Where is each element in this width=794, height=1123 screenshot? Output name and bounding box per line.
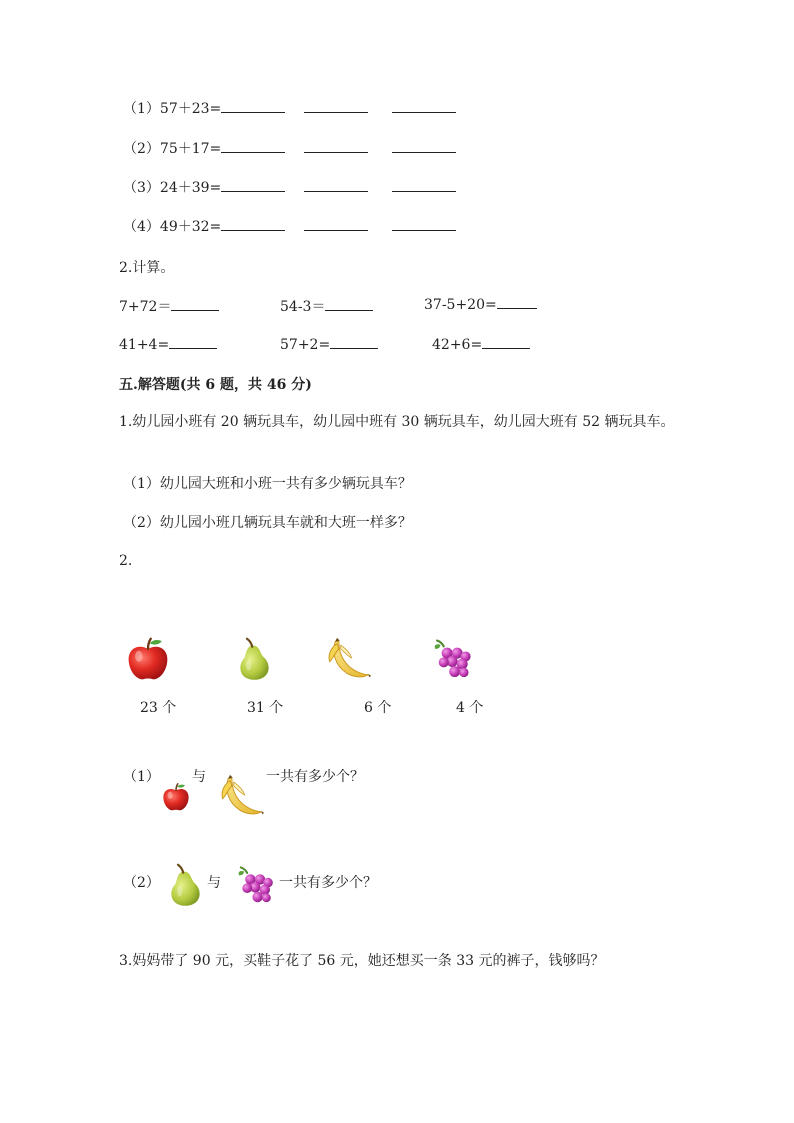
answer-blank[interactable] bbox=[330, 336, 378, 349]
calc-item: 57+2= bbox=[280, 336, 378, 353]
banana-icon bbox=[219, 773, 265, 819]
calc-label: （2）75＋17= bbox=[123, 141, 222, 157]
grapes-icon bbox=[236, 862, 276, 908]
answer-blank[interactable] bbox=[497, 296, 537, 309]
vertical-calc-row-4 bbox=[123, 216, 285, 236]
vertical-calc-row-2 bbox=[123, 138, 285, 158]
answer-blank[interactable] bbox=[482, 336, 530, 349]
answer-blank[interactable] bbox=[304, 100, 368, 113]
calc-label: （3）24＋39= bbox=[123, 180, 222, 196]
joiner-text: 与 bbox=[207, 875, 221, 891]
answer-blank[interactable] bbox=[221, 100, 285, 113]
sub-question-text: 一共有多少个？ bbox=[266, 769, 364, 785]
question-title: 2.计算。 bbox=[119, 260, 175, 276]
answer-blank[interactable] bbox=[392, 100, 456, 113]
calc-item: 37-5+20= bbox=[424, 296, 537, 313]
calc-item: 54-3＝ bbox=[280, 296, 373, 316]
apple-icon bbox=[125, 636, 171, 682]
answer-blank[interactable] bbox=[171, 298, 219, 311]
answer-blank[interactable] bbox=[392, 218, 456, 231]
sub-question-prefix: （2） bbox=[123, 875, 160, 891]
fruit-count-apple: 23 个 bbox=[140, 700, 177, 716]
vertical-calc-row-1 bbox=[123, 98, 285, 118]
answer-blank[interactable] bbox=[169, 336, 217, 349]
calc-label: （1）57＋23= bbox=[123, 101, 222, 117]
answer-blank[interactable] bbox=[221, 140, 285, 153]
joiner-text: 与 bbox=[192, 769, 206, 785]
vertical-calc-row-3 bbox=[123, 177, 285, 197]
answer-blank[interactable] bbox=[304, 179, 368, 192]
word-problem-1: 1.幼儿园小班有 20 辆玩具车，幼儿园中班有 30 辆玩具车，幼儿园大班有 52 辆玩具车。 bbox=[119, 414, 675, 430]
answer-blank[interactable] bbox=[221, 218, 285, 231]
question-number: 2. bbox=[119, 553, 133, 569]
answer-blank[interactable] bbox=[304, 140, 368, 153]
answer-blank[interactable] bbox=[304, 218, 368, 231]
answer-blank[interactable] bbox=[392, 179, 456, 192]
apple-icon bbox=[161, 782, 191, 812]
calc-item: 41+4= bbox=[119, 336, 217, 353]
fruit-count-banana: 6 个 bbox=[364, 700, 392, 716]
grapes-icon bbox=[432, 636, 474, 682]
section-heading: 五.解答题(共 6 题，共 46 分) bbox=[119, 377, 312, 393]
answer-blank[interactable] bbox=[392, 140, 456, 153]
sub-question-prefix: （1） bbox=[123, 769, 160, 785]
calc-item: 7+72＝ bbox=[119, 296, 219, 316]
pear-icon bbox=[163, 862, 207, 908]
calc-item: 42+6= bbox=[432, 336, 530, 353]
answer-blank[interactable] bbox=[325, 298, 373, 311]
calc-label: （4）49＋32= bbox=[123, 219, 222, 235]
fruit-count-pear: 31 个 bbox=[247, 700, 284, 716]
banana-icon bbox=[326, 636, 372, 682]
word-problem-3: 3.妈妈带了 90 元，买鞋子花了 56 元，她还想买一条 33 元的裤子，钱够吗？ bbox=[119, 953, 605, 969]
answer-blank[interactable] bbox=[221, 179, 285, 192]
sub-question-text: 一共有多少个？ bbox=[279, 875, 377, 891]
sub-question: （2）幼儿园小班几辆玩具车就和大班一样多？ bbox=[123, 515, 412, 531]
pear-icon bbox=[232, 636, 276, 682]
sub-question: （1）幼儿园大班和小班一共有多少辆玩具车？ bbox=[123, 476, 412, 492]
fruit-count-grapes: 4 个 bbox=[456, 700, 484, 716]
